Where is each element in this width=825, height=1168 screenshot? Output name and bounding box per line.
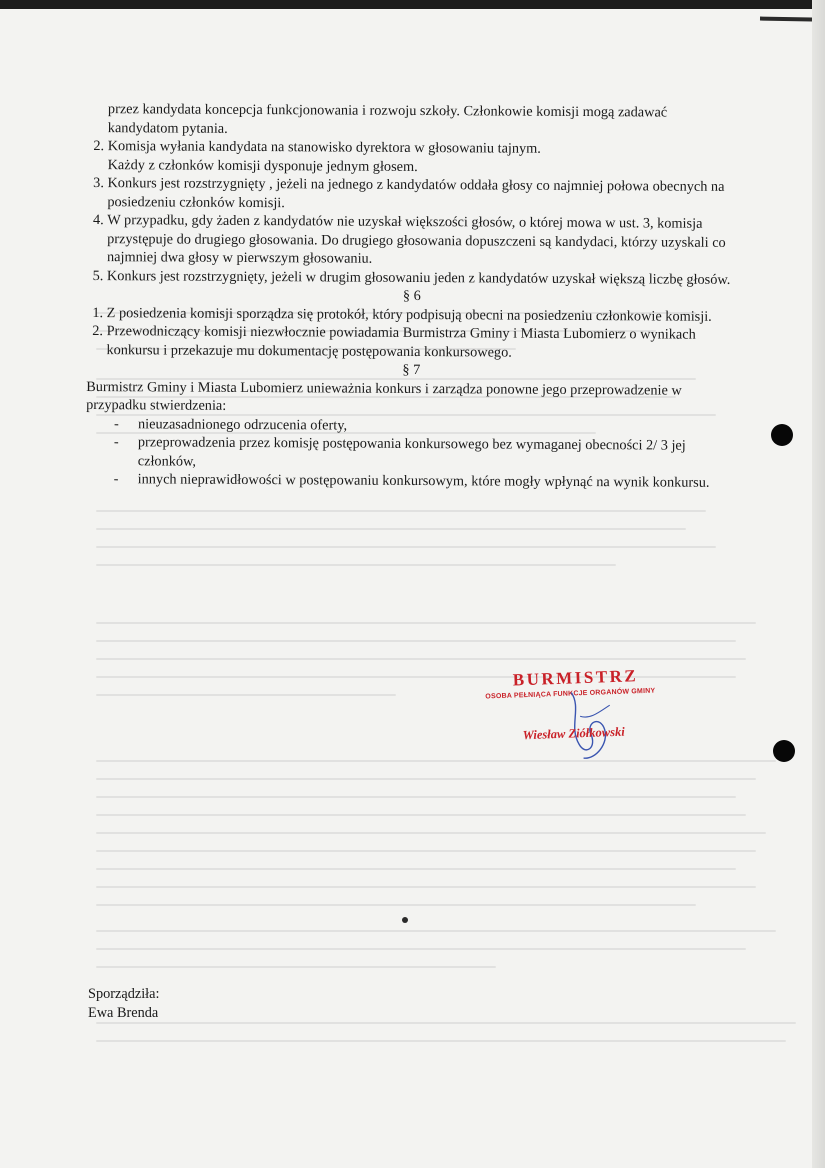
section-7-title: § 7 [402, 361, 421, 379]
document-body [86, 100, 738, 492]
prepared-by-label: Sporządziła: [88, 986, 160, 1002]
section-7-item: - nieuzasadnionego odrzucenia oferty, [114, 415, 736, 437]
stamp-subtitle: OSOBA PEŁNIĄCA FUNKCJE ORGANÓW GMINY [485, 687, 656, 701]
ink-mark [402, 917, 408, 923]
continuation-paragraph: przez kandydata koncepcja funkcjonowania i rozwoju szkoły. Członkowie komisji mogą zadawać kandydatom pytania. [107, 101, 668, 137]
punch-hole-lower [773, 740, 795, 762]
section-7-item: - przeprowadzenia przez komisję postępowania konkursowego bez wymaganej obecności 2/ 3 jej członków, [114, 433, 736, 474]
point-4: 4. W przypadku, gdy żaden z kandydatów nie uzyskał większości głosów, o której mowa w ust. 3, komisja przystępuje do drugiego głosowania. Do drugiego głosowania dopuszczeni są kandydaci, którzy uzyskali co najmniej dwa głosy w pierwszym głosowaniu. [107, 211, 737, 270]
prepared-by-block [88, 985, 159, 1023]
point-3: 3. Konkurs jest rozstrzygnięty , jeżeli na jednego z kandydatów oddała głosy co najmniej połowa obecnych na posiedzeniu członków komisji. [107, 174, 737, 215]
section-7-list [86, 414, 736, 492]
point-2-text-continued: Każdy z członków komisji dysponuje jednym głosem. [107, 156, 418, 175]
section-6-title: § 6 [402, 287, 421, 305]
point-5: 5. Konkurs jest rozstrzygnięty, jeżeli w drugim głosowaniu jeden z kandydatów uzyskał większą liczbę głosów. [107, 267, 737, 289]
section-7-item: - innych nieprawidłowości w postępowaniu konkursowym, które mogły wpłynąć na wynik konkursu. [114, 470, 736, 492]
section-6-point-1: 1. Z posiedzenia komisji sporządza się protokół, który podpisują obecni na posiedzeniu członkowie komisji. [107, 304, 737, 326]
point-2-text: Komisja wyłania kandydata na stanowisko dyrektora w głosowaniu tajnym. [107, 138, 541, 157]
punch-hole-upper [771, 424, 793, 446]
prepared-by-name: Ewa Brenda [88, 1005, 159, 1021]
section-6-list [86, 303, 736, 362]
stamp-title: BURMISTRZ [512, 666, 639, 690]
section-7-intro: Burmistrz Gminy i Miasta Lubomierz unieważnia konkurs i zarządza ponowne jego przeprowadzenie w przypadku stwierdzenia: [86, 378, 682, 414]
point-2 [108, 137, 738, 178]
mayor-stamp [484, 665, 687, 762]
section-6-point-2: 2. Przewodniczący komisji niezwłocznie powiadamia Burmistrza Gminy i Miasta Lubomierz o wynikach konkursu i przekazuje mu dokumentację postępowania konkursowego. [106, 322, 736, 363]
stamp-name: Wiesław Ziółkowski [522, 724, 625, 743]
points-list-before [87, 137, 738, 289]
